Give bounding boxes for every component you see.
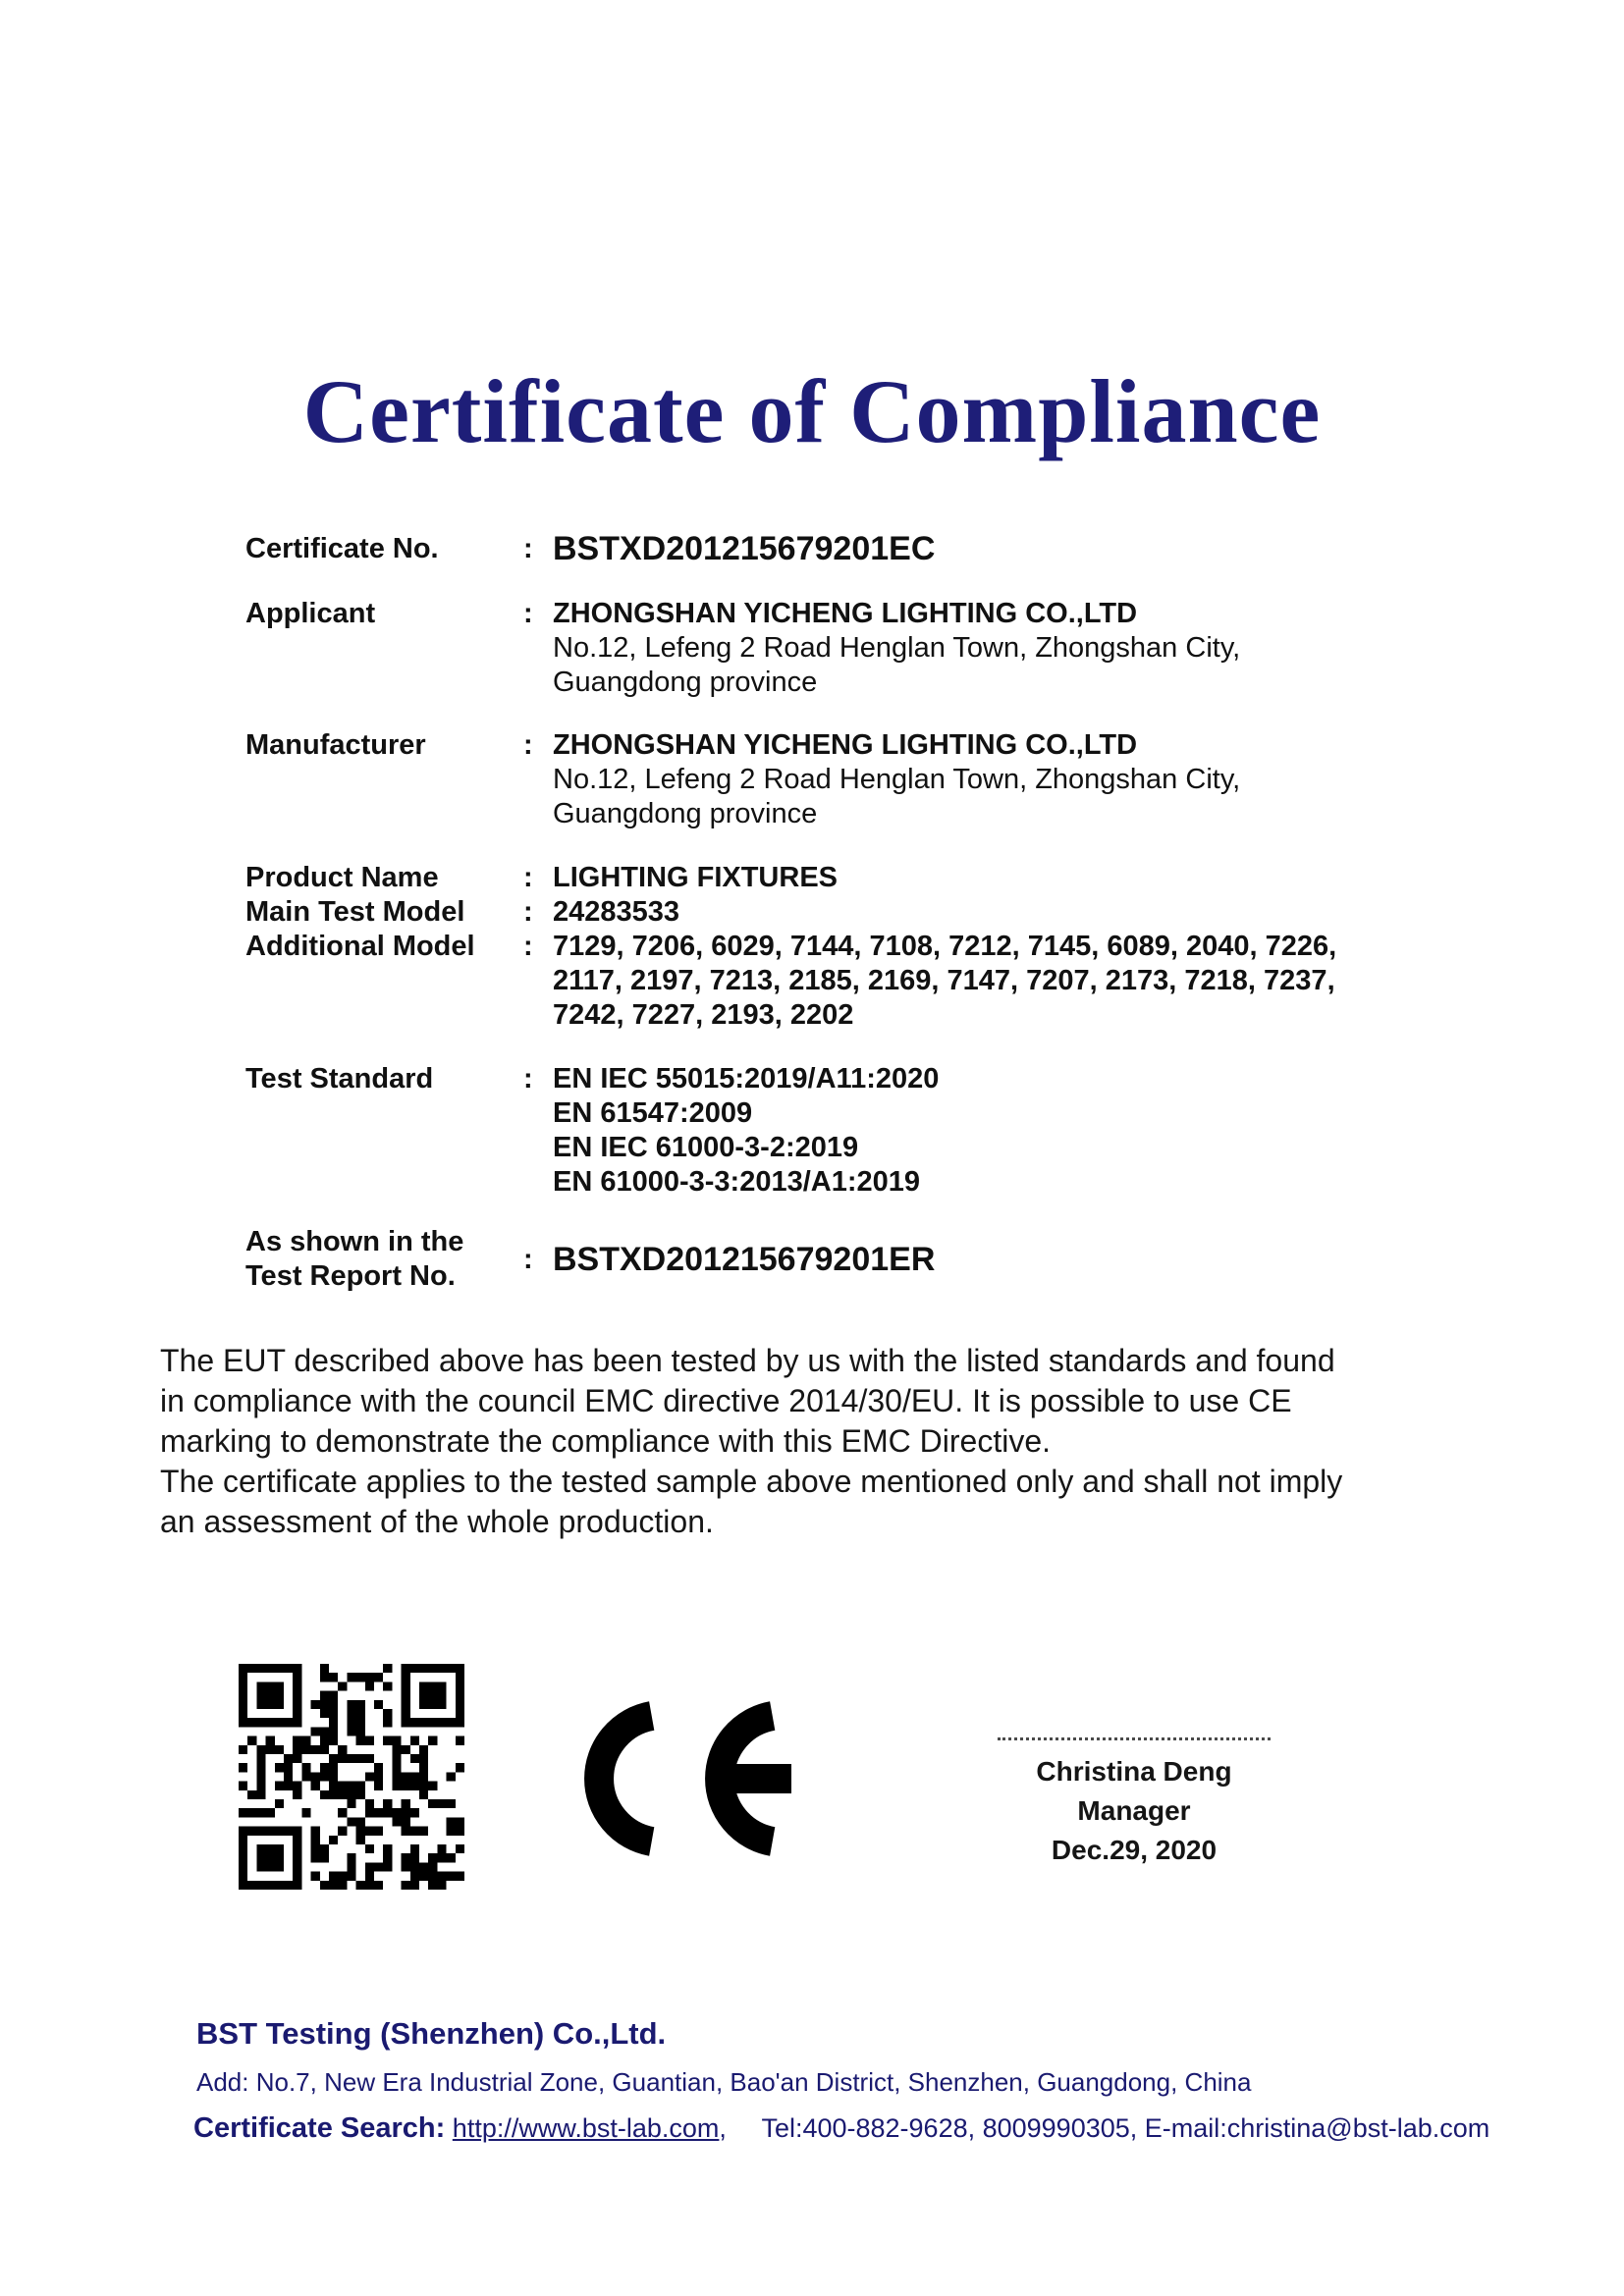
test-standard-row bbox=[245, 1062, 939, 1200]
test-report-row bbox=[245, 1225, 935, 1294]
colon-separator: : bbox=[523, 862, 533, 893]
test-report-label bbox=[245, 1225, 523, 1294]
manufacturer-row bbox=[245, 728, 1240, 831]
test-report-value: BSTXD201215679201ER bbox=[553, 1241, 936, 1278]
signature-block bbox=[987, 1737, 1281, 1870]
manufacturer-label: Manufacturer bbox=[245, 729, 426, 761]
manufacturer-company: ZHONGSHAN YICHENG LIGHTING CO.,LTD bbox=[553, 729, 1138, 761]
applicant-address-line1: No.12, Lefeng 2 Road Henglan Town, Zhongshan City, bbox=[553, 632, 1241, 664]
certificate-no-value: BSTXD201215679201EC bbox=[553, 530, 936, 567]
statement-line1: The EUT described above has been tested by us with the listed standards and found bbox=[160, 1343, 1335, 1378]
test-standard-line4: EN 61000-3-3:2013/A1:2019 bbox=[553, 1166, 921, 1198]
page-title: Certificate of Compliance bbox=[302, 361, 1322, 461]
colon-separator: : bbox=[523, 931, 533, 962]
search-suffix: , bbox=[719, 2113, 727, 2143]
additional-model-label: Additional Model bbox=[245, 931, 475, 962]
manufacturer-value bbox=[553, 728, 1240, 831]
signature-dotted-line bbox=[998, 1737, 1271, 1740]
colon-separator: : bbox=[523, 896, 533, 928]
colon-separator: : bbox=[523, 729, 533, 761]
statement-line2: in compliance with the council EMC directive 2014/30/EU. It is possible to use CE bbox=[160, 1383, 1292, 1418]
applicant-value bbox=[553, 597, 1240, 700]
product-name-value: LIGHTING FIXTURES bbox=[553, 862, 838, 893]
test-standard-label: Test Standard bbox=[245, 1063, 434, 1095]
compliance-statement bbox=[160, 1341, 1342, 1542]
applicant-company: ZHONGSHAN YICHENG LIGHTING CO.,LTD bbox=[553, 598, 1138, 629]
additional-model-line1: 7129, 7206, 6029, 7144, 7108, 7212, 7145, 6089, 2040, 7226, bbox=[553, 931, 1337, 962]
certificate-no-label: Certificate No. bbox=[245, 532, 439, 564]
colon-separator: : bbox=[523, 598, 533, 629]
manufacturer-address-line2: Guangdong province bbox=[553, 798, 818, 829]
applicant-address-line2: Guangdong province bbox=[553, 667, 818, 698]
qr-code bbox=[239, 1664, 464, 1890]
statement-line3: marking to demonstrate the compliance with this EMC Directive. bbox=[160, 1423, 1052, 1459]
signature-date: Dec.29, 2020 bbox=[1051, 1835, 1218, 1865]
additional-model-line2: 2117, 2197, 7213, 2185, 2169, 7147, 7207, 2173, 7218, 7237, bbox=[553, 965, 1335, 996]
lab-company-name: BST Testing (Shenzhen) Co.,Ltd. bbox=[196, 2016, 667, 2051]
statement-line5: an assessment of the whole production. bbox=[160, 1504, 714, 1539]
lab-contact-info: Tel:400-882-9628, 8009990305, E-mail:christina@bst-lab.com bbox=[761, 2113, 1490, 2143]
test-standard-line1: EN IEC 55015:2019/A11:2020 bbox=[553, 1063, 940, 1095]
colon-separator: : bbox=[523, 1063, 533, 1095]
main-test-model-value: 24283533 bbox=[553, 896, 680, 928]
ce-mark-icon bbox=[582, 1700, 793, 1862]
certificate-search-label: Certificate Search: bbox=[193, 2112, 446, 2144]
test-report-label-line1: As shown in the bbox=[245, 1226, 464, 1257]
certificate-search-link[interactable]: http://www.bst-lab.com bbox=[452, 2113, 720, 2143]
lab-address: Add: No.7, New Era Industrial Zone, Guantian, Bao'an District, Shenzhen, Guangdong, China bbox=[196, 2067, 1252, 2097]
product-name-label: Product Name bbox=[245, 862, 439, 893]
certificate-search-line bbox=[193, 2112, 1489, 2145]
applicant-label: Applicant bbox=[245, 598, 376, 629]
signatory-name: Christina Deng bbox=[1036, 1756, 1232, 1787]
test-standard-line3: EN IEC 61000-3-2:2019 bbox=[553, 1132, 859, 1163]
product-model-rows bbox=[245, 861, 1336, 1033]
manufacturer-address-line1: No.12, Lefeng 2 Road Henglan Town, Zhongshan City, bbox=[553, 764, 1241, 795]
colon-separator: : bbox=[523, 532, 533, 564]
certificate-no-row bbox=[245, 530, 935, 567]
colon-separator: : bbox=[523, 1243, 533, 1275]
signatory-role: Manager bbox=[1077, 1795, 1191, 1826]
additional-model-line3: 7242, 7227, 2193, 2202 bbox=[553, 999, 854, 1031]
test-report-label-line2: Test Report No. bbox=[245, 1260, 456, 1292]
statement-line4: The certificate applies to the tested sample above mentioned only and shall not imply bbox=[160, 1464, 1343, 1499]
test-standard-line2: EN 61547:2009 bbox=[553, 1097, 753, 1129]
applicant-row bbox=[245, 597, 1240, 700]
main-test-model-label: Main Test Model bbox=[245, 896, 465, 928]
